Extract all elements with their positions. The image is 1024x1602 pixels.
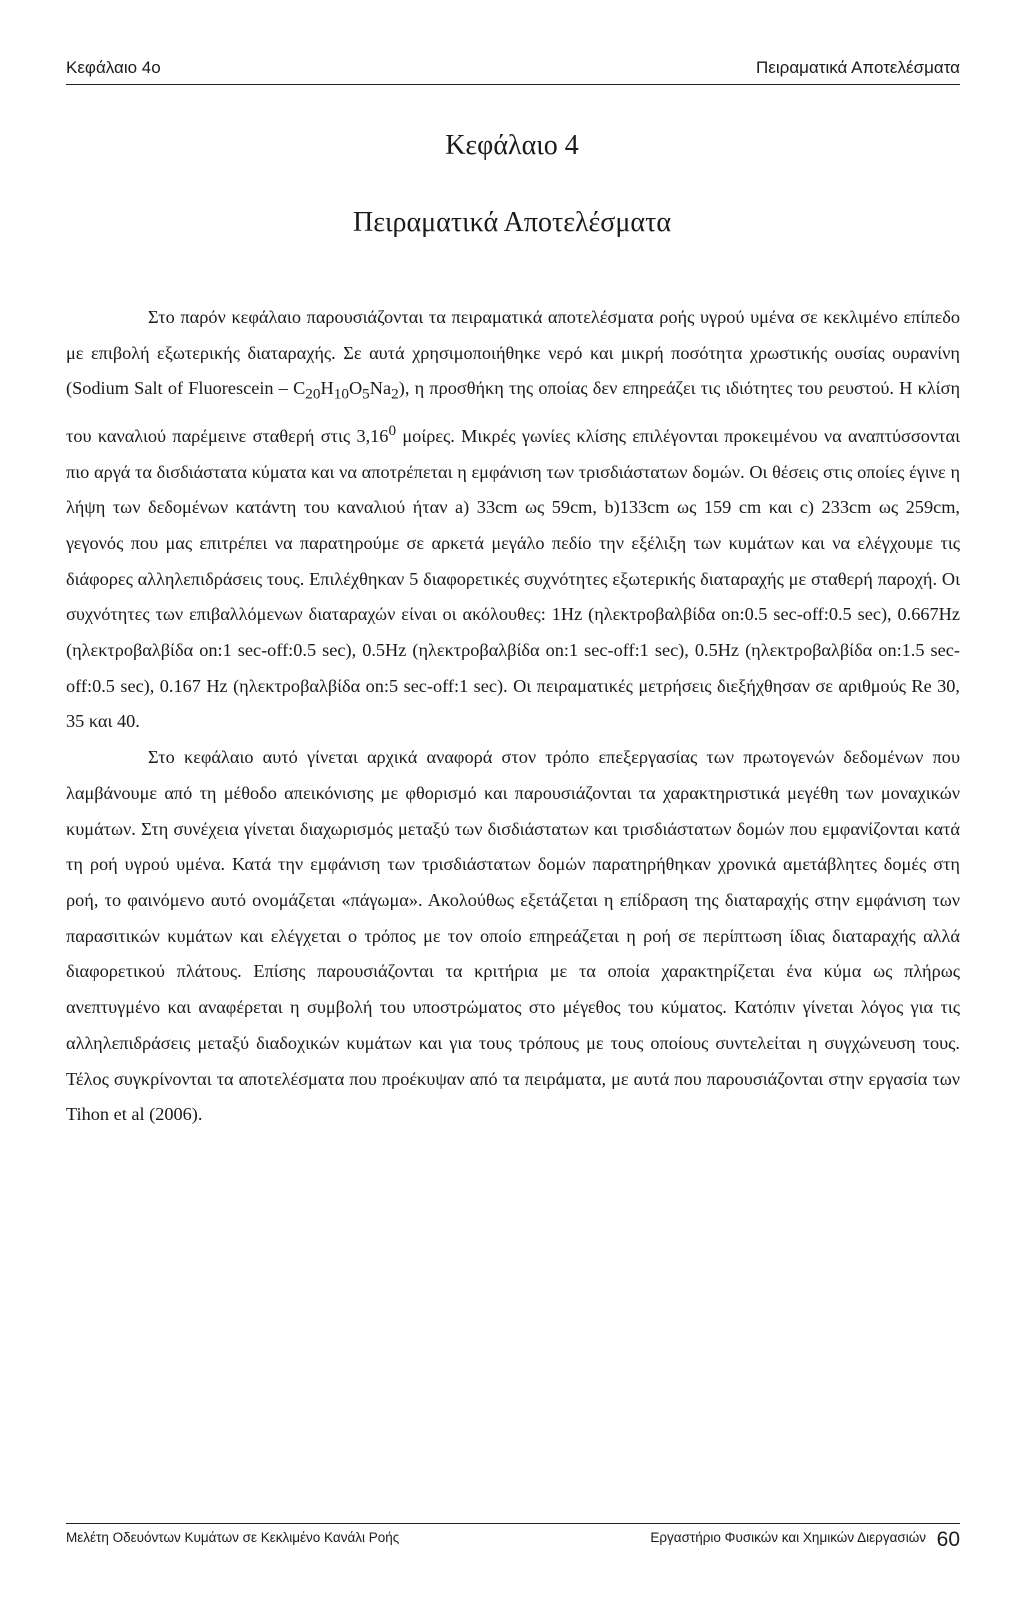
paragraph-1-text-a: Στο παρόν κεφάλαιο παρουσιάζονται τα πειραματικά αποτελέσματα ροής υγρού υμένα σε κεκλιμένο επίπεδο με επιβολή εξωτερικής διαταραχής. Σε αυτά χρησιμοποιήθηκε νερό και μικρή ποσότητα χρωστικής ουσίας ουρανίνη (Sodium Salt of Fluorescein – C: [66, 307, 960, 399]
body-text: [66, 300, 960, 1133]
formula-element: O: [348, 378, 363, 399]
paragraph-1-text-c: μοίρες. Μικρές γωνίες κλίσης επιλέγονται προκειμένου να αναπτύσσονται πιο αργά τα δισδιάστατα κύματα και να αποτρέπεται η εμφάνιση των τρισδιάστατων δομών. Οι θέσεις στις οποίες έγινε η λήψη των δεδομένων κατάντη του καναλιού ήταν a) 33cm ως 59cm, b)133cm ως 159 cm και c) 233cm ως 259cm, γεγονός που μας επιτρέπει να παρατηρούμε σε αρκετά μεγάλο πεδίο την εξέλιξη των κυμάτων και να ελέγχουμε τις διάφορες αλληλεπιδράσεις τους. Επιλέχθηκαν 5 διαφορετικές συχνότητες εξωτερικής διαταραχής με σταθερή παροχή. Οι συχνότητες των επιβαλλόμενων διαταραχών είναι οι ακόλουθες: 1Hz (ηλεκτροβαλβίδα on:0.5 sec-off:0.5 sec), 0.667Hz (ηλεκτροβαλβίδα on:1 sec-off:0.5 sec), 0.5Hz (ηλεκτροβαλβίδα on:1 sec-off:1 sec), 0.5Hz (ηλεκτροβαλβίδα on:1.5 sec-off:0.5 sec), 0.167 Hz (ηλεκτροβαλβίδα on:5 sec-off:1 sec). Οι πειραματικές μετρήσεις διεξήχθησαν σε αριθμούς Re 30, 35 και 40.: [66, 425, 960, 732]
formula-subscript: 20: [305, 386, 321, 404]
paragraph-1-text-b: ), η προσθήκη της οποίας δεν επηρεάζει τις ιδιότητες του ρευστού. Η κλίση του καναλιού παρέμεινε σταθερή στις 3,16: [66, 378, 960, 446]
chapter-number: Κεφάλαιο 4: [445, 130, 579, 161]
footer-lab: Εργαστήριο Φυσικών και Χημικών Διεργασιών: [650, 1530, 926, 1545]
formula-element: H: [320, 378, 334, 399]
formula-subscript: 2: [391, 386, 399, 404]
formula-element: Na: [369, 378, 392, 399]
page-number: 60: [936, 1528, 960, 1551]
formula-subscript: 10: [333, 386, 349, 404]
header-section: Πειραματικά Αποτελέσματα: [756, 58, 960, 77]
paragraph-1: [66, 300, 960, 740]
footer-title: Μελέτη Οδευόντων Κυμάτων σε Κεκλιμένο Κανάλι Ροής: [66, 1530, 400, 1545]
chapter-title: Πειραματικά Αποτελέσματα: [352, 207, 671, 238]
header-chapter: Κεφάλαιο 4ο: [66, 58, 161, 77]
running-footer: [66, 1523, 960, 1560]
running-header: [66, 58, 960, 85]
formula-subscript: 5: [362, 386, 370, 404]
paragraph-2: Στο κεφάλαιο αυτό γίνεται αρχικά αναφορά στον τρόπο επεξεργασίας των πρωτογενών δεδομένων που λαμβάνουμε από τη μέθοδο απεικόνισης με φθορισμό και παρουσιάζονται τα χαρακτηριστικά μεγέθη των μοναχικών κυμάτων. Στη συνέχεια γίνεται διαχωρισμός μεταξύ των δισδιάστατων και τρισδιάστατων δομών που εμφανίζονται κατά τη ροή υγρού υμένα. Κατά την εμφάνιση των τρισδιάστατων δομών παρατηρήθηκαν χρονικά αμετάβλητες δομές στη ροή, το φαινόμενο αυτό ονομάζεται «πάγωμα». Ακολούθως εξετάζεται η επίδραση της διαταραχής στην εμφάνιση των παρασιτικών κυμάτων και ελέγχεται ο τρόπος με τον οποίο επηρεάζεται η ροή σε περίπτωση ίδιας διαταραχής αλλά διαφορετικού πλάτους. Επίσης παρουσιάζονται τα κριτήρια με τα οποία χαρακτηρίζεται ένα κύμα ως πλήρως ανεπτυγμένο και αναφέρεται η συμβολή του υποστρώματος στο μέγεθος του κύματος. Κατόπιν γίνεται λόγος για τις αλληλεπιδράσεις μεταξύ διαδοχικών κυμάτων και για τους τρόπους με τους οποίους συντελείται η συγχώνευση τους. Τέλος συγκρίνονται τα αποτελέσματα που προέκυψαν από τα πειράματα, με αυτά που παρουσιάζονται στην εργασία των Tihon et al (2006).: [66, 747, 960, 1125]
degree-superscript: 0: [388, 421, 397, 439]
